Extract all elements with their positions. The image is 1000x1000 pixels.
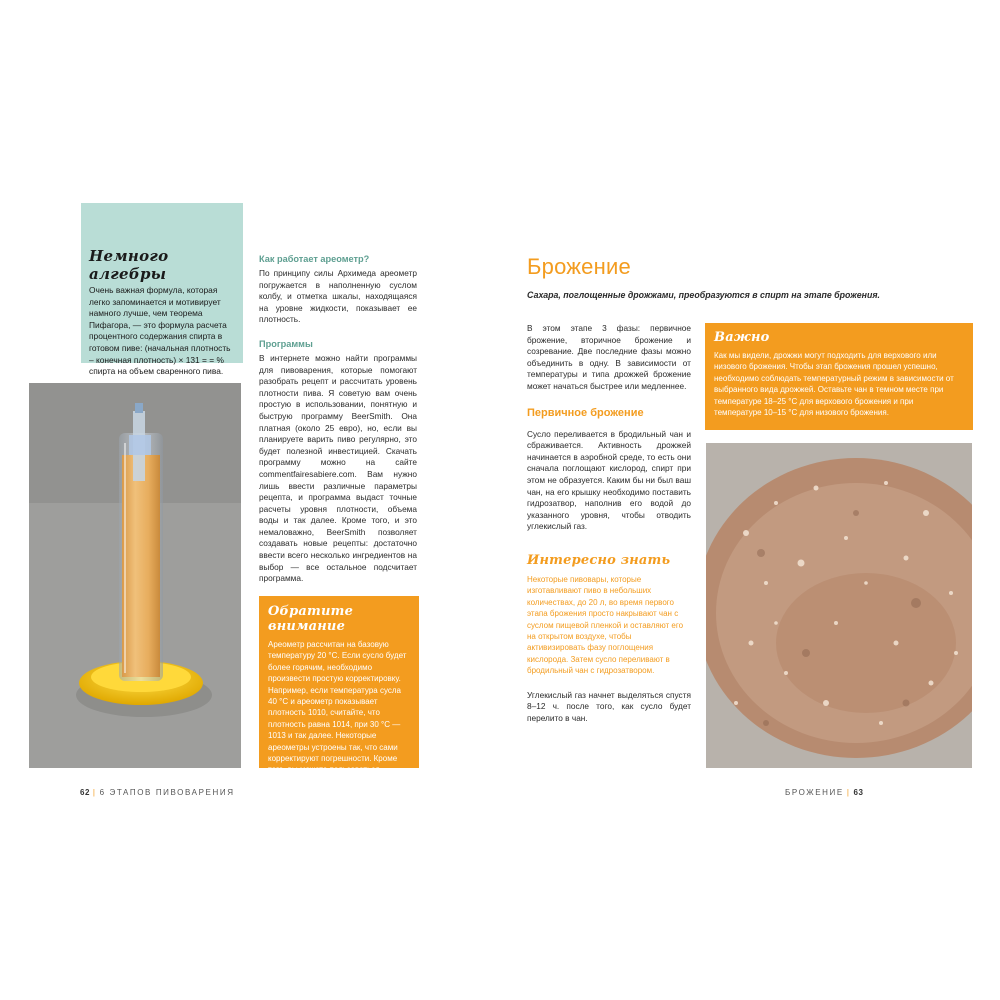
algebra-sidebar-box xyxy=(81,203,243,377)
primary-fermentation-heading: Первичное брожение xyxy=(527,406,644,419)
lead-text: Сахара, поглощенные дрожжами, преобразуются в спирт на этапе брожения. xyxy=(527,290,880,300)
page-number-left: 62 xyxy=(80,788,90,797)
footer-separator-right: | xyxy=(846,788,851,797)
footer-section-left: 6 ЭТАПОВ ПИВОВАРЕНИЯ xyxy=(99,788,235,797)
page-title: Брожение xyxy=(527,254,631,279)
attention-box-text: Ареометр рассчитан на базовую температуру 20 °C. Если сусло будет более горячим, необходимо произвести простую корректировку. Например, если температура сусла 40 °C и ареометр показывает плотность 1010, считайте, что плотность равна 1014, при 30 °C — 1013 и так далее. Некоторые ареометры устроены так, что сами корректируют погрешности. Кроме того, вы можете пользоваться онлайн-конвертерами. xyxy=(268,640,407,786)
hydrometer-heading: Как работает ареометр? xyxy=(259,254,370,264)
interesting-text: Некоторые пивовары, которые изготавливают пиво в небольших количествах, до 20 л, во время первого этапа брожения просто накрывают чан с суслом пищевой пленкой и оставляют его на открытом воздухе, чтобы активизировать фазу поглощения кислорода. Затем сусло переливают в бродильный чан с гидрозатвором. xyxy=(527,574,684,676)
programs-text: В интернете можно найти программы для пивоварения, которые помогают разобрать рецепт и рассчитать уровень плотности пива. Я советую вам очень простую в использовании, понятную и быструю программу BeerSmith. Она платная (около 25 евро), но, если вы планируете варить пиво регулярно, это будет полезной инвестицией. Скачать программу можно на сайте commentfairesabiere.com. Вам нужно лишь ввести различные параметры рецепта, и программа выдаст точные расчеты уровня плотности, объема воды и так далее. Кроме того, и это немаловажно, BeerSmith позволяет создавать новые рецепты: достаточно ввести всего несколько ингредиентов на выбор — все остальное подсчитает программа. xyxy=(259,352,417,584)
important-box-title: Важно xyxy=(714,330,770,345)
intro-text: В этом этапе 3 фазы: первичное брожение, вторичное брожение и созревание. Две последние фазы можно объединить в одну. В зависимости от температуры и типа дрожжей брожение может начаться быстрее или медленнее. xyxy=(527,323,691,391)
hydrometer-photo xyxy=(29,383,241,768)
important-box xyxy=(705,323,973,430)
co2-text: Углекислый газ начнет выделяться спустя 8–12 ч. после того, как сусло будет перелито в чан. xyxy=(527,689,691,723)
programs-heading: Программы xyxy=(259,338,313,349)
footer-right xyxy=(785,788,863,797)
page-number-right: 63 xyxy=(853,788,864,797)
attention-box-title: Обратите внимание xyxy=(268,604,354,634)
hydrometer-text: По принципу силы Архимеда ареометр погружается в наполненную суслом колбу, и отметка шкалы, находящаяся на уровне жидкости, показывает ее плотность. xyxy=(259,268,417,325)
algebra-box-text: Очень важная формула, которая легко запоминается и мотивирует намного лучше, чем теорема Пифагора, — это формула расчета процентного содержания спирта в готовом пиве: (начальная плотность – конечная плотность) × 131 = = % спирта на объем сваренного пива. xyxy=(89,285,231,377)
footer-section-right: БРОЖЕНИЕ xyxy=(785,788,844,797)
foam-illustration xyxy=(706,443,972,768)
fermentation-foam-photo xyxy=(706,443,972,768)
middle-column xyxy=(259,253,417,585)
primary-fermentation-text: Сусло переливается в бродильный чан и сбраживается. Активность дрожжей начинается в аэробной среде, то есть они сначала поглощают кислород, спирт при этом не образуется. Каким бы ни был ваш чан, на его крышку необходимо поставить гидрозатвор, наполнив его водой до указанного уровня, чтобы отводить углекислый газ. xyxy=(527,428,691,532)
attention-box xyxy=(259,596,419,786)
hydrometer-cylinder-illustration xyxy=(29,383,241,768)
footer-separator-left: | xyxy=(92,788,97,797)
footer-left xyxy=(80,788,235,797)
right-text-column xyxy=(527,323,691,724)
interesting-title: Интересно знать xyxy=(527,552,671,568)
algebra-box-title: Немного алгебры xyxy=(89,247,169,283)
important-box-text: Как мы видели, дрожжи могут подходить для верхового или низового брожения. Чтобы этап брожения прошел успешно, необходимо соблюдать температурный режим в зависимости от выбранного вида дрожжей. Оставьте чан в темном месте при температуре 18–25 °C для верхового брожения и при температуре 10–15 °C для низового брожения. xyxy=(714,351,954,418)
